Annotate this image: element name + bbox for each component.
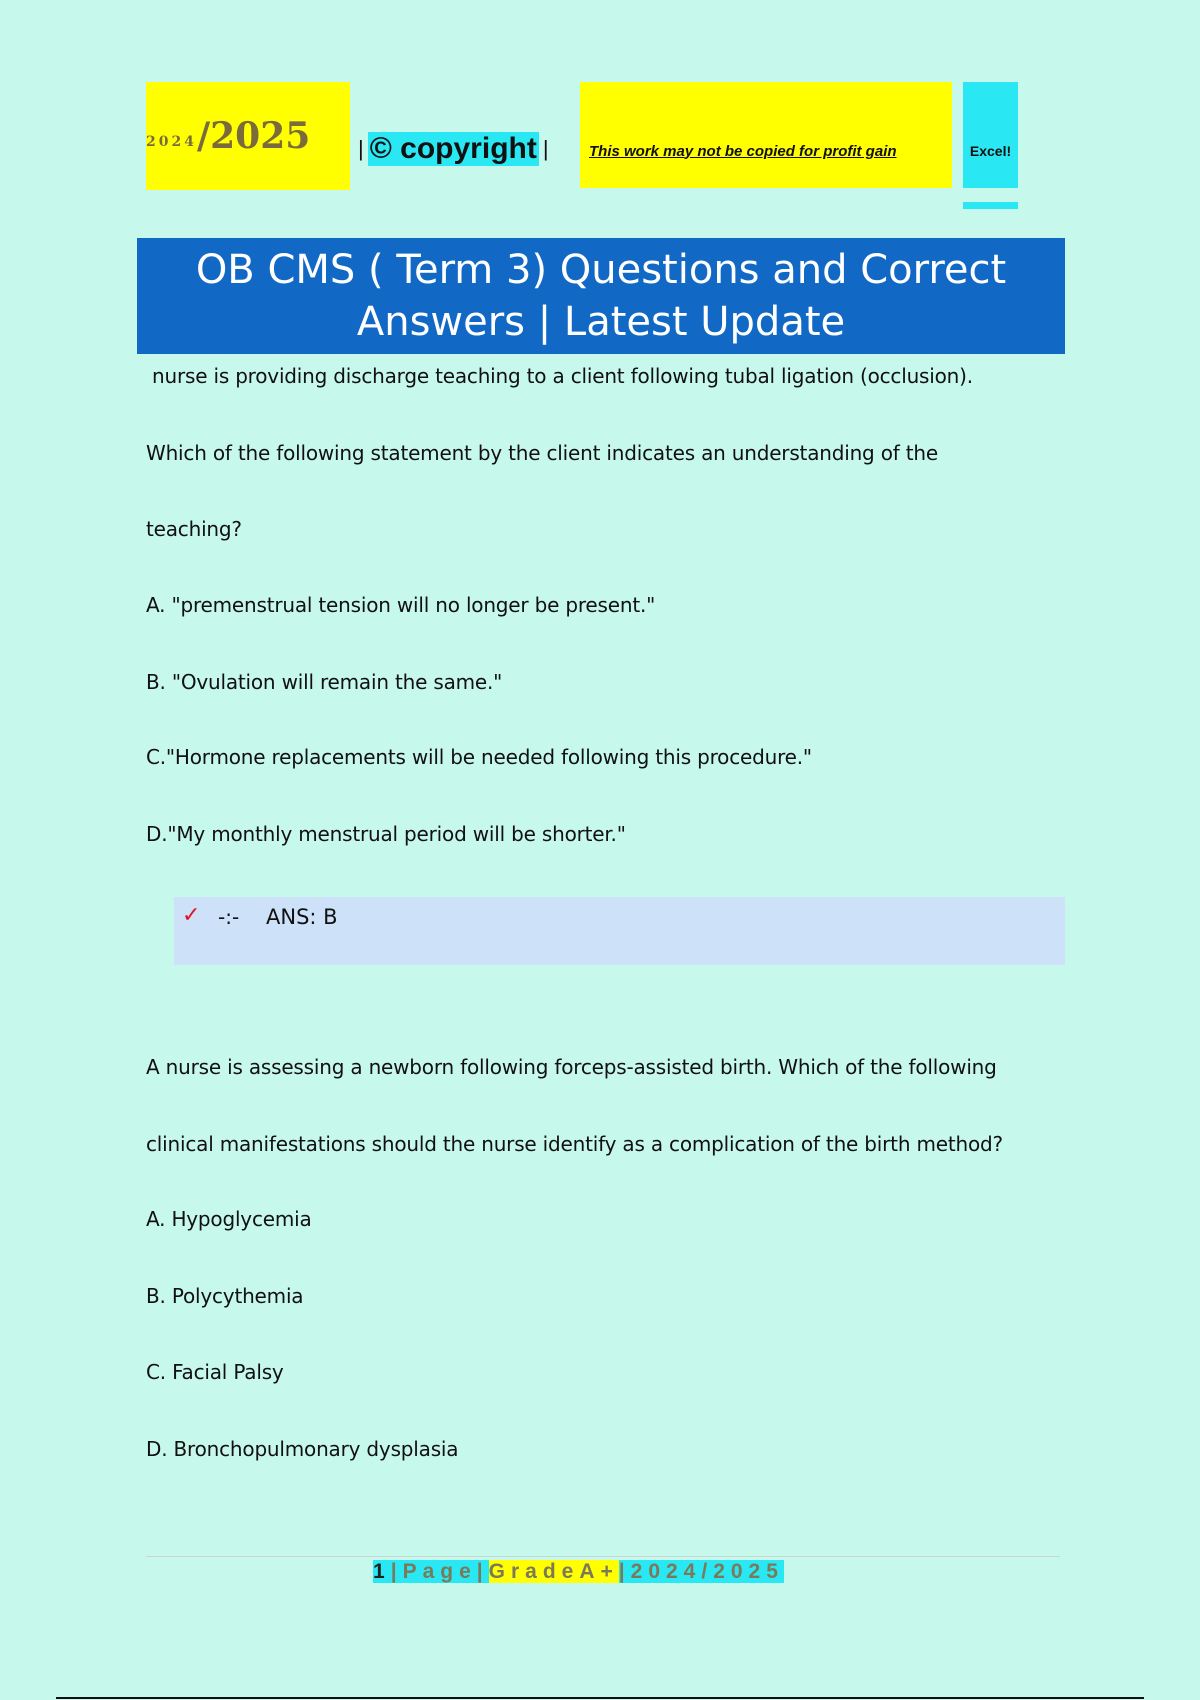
copyright-label: [358, 132, 549, 166]
q1-answer-box: [174, 897, 1065, 965]
grade-label: GradeA+: [488, 1560, 619, 1583]
page-footer: [373, 1560, 784, 1584]
excel-badge: [963, 82, 1018, 188]
copyright-text: © copyright: [369, 132, 537, 165]
copy-notice: This work may not be copied for profit gain: [589, 142, 897, 160]
excel-underline: [963, 202, 1018, 209]
year-small: 2024: [146, 134, 197, 150]
q1-option-a: A. "premenstrual tension will no longer be present.": [146, 593, 656, 617]
excel-text: Excel!: [969, 143, 1012, 159]
copy-notice-banner: [580, 82, 952, 188]
page-number: 1: [373, 1560, 391, 1583]
footer-year: |2024/2025: [618, 1560, 784, 1583]
q2-option-b: B. Polycythemia: [146, 1284, 304, 1308]
answer-separator: -:-: [218, 905, 240, 929]
q1-option-d: D."My monthly menstrual period will be shorter.": [146, 822, 626, 846]
q1-answer: ANS: B: [266, 905, 338, 929]
pipe-right: |: [542, 136, 549, 161]
q2-line-1: A nurse is assessing a newborn following forceps-assisted birth. Which of the following: [146, 1055, 997, 1079]
q2-option-a: A. Hypoglycemia: [146, 1207, 312, 1231]
footer-divider: [146, 1556, 1060, 1557]
q2-option-d: D. Bronchopulmonary dysplasia: [146, 1437, 459, 1461]
q1-line-1: nurse is providing discharge teaching to a client following tubal ligation (occlusion).: [152, 364, 973, 388]
q1-line-3: teaching?: [146, 517, 242, 541]
q1-option-c: C."Hormone replacements will be needed following this procedure.": [146, 745, 812, 769]
document-title-bar: [137, 238, 1065, 354]
page-label: |Page|: [390, 1560, 489, 1583]
document-title: OB CMS ( Term 3) Questions and Correct Answers | Latest Update: [195, 247, 1007, 345]
q2-line-2: clinical manifestations should the nurse identify as a complication of the birth method?: [146, 1132, 1003, 1156]
page-bottom-rule: [56, 1697, 1144, 1699]
q1-option-b: B. "Ovulation will remain the same.": [146, 670, 503, 694]
pipe-left: |: [358, 136, 364, 161]
year-big: /2025: [196, 115, 311, 157]
q1-line-2: Which of the following statement by the client indicates an understanding of the: [146, 441, 938, 465]
q2-option-c: C. Facial Palsy: [146, 1360, 284, 1384]
year-banner: [146, 82, 350, 190]
checkmark-icon: ✓: [182, 903, 201, 928]
